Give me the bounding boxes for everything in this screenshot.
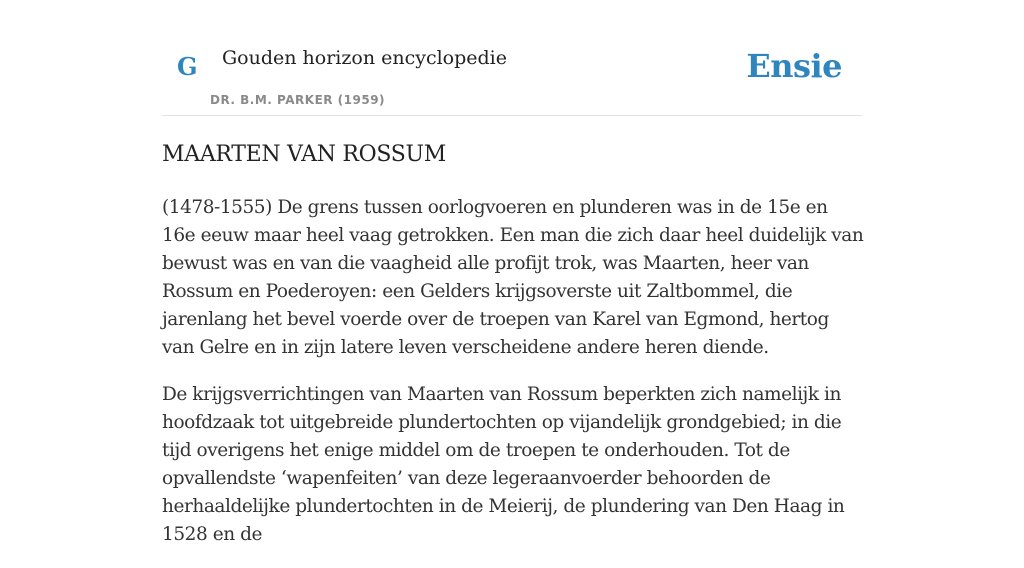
book-title-link[interactable]: Gouden horizon encyclopedie: [222, 47, 507, 69]
book-initial-icon[interactable]: G: [177, 52, 198, 81]
article: [162, 138, 866, 568]
brand-logo[interactable]: Ensie: [746, 47, 842, 85]
article-title: MAARTEN VAN ROSSUM: [162, 142, 447, 167]
header: [162, 0, 862, 116]
article-paragraph: De krijgsverrichtingen van Maarten van Rossum beperkten zich namelijk in hoofdzaak tot uitgebreide plundertochten op vijandelijk grondgebied; in die tijd overigens het enige middel om de troepen te onderhouden. Tot de opvallendste ‘wapenfeiten’ van deze legeraanvoerder behoorden de herhaaldelijke plundertochten in de Meierij, de plundering van Den Haag in 1528 en de: [162, 384, 845, 545]
article-paragraph: (1478-1555) De grens tussen oorlogvoeren en plunderen was in de 15e en 16e eeuw maar heel vaag getrokken. Een man die zich daar heel duidelijk van bewust was en van die vaagheid alle profijt trok, was Maarten, heer van Rossum en Poederoyen: een Gelders krijgsoverste uit Zaltbommel, die jarenlang het bevel voerde over de troepen van Karel van Egmond, hertog van Gelre en in zijn latere leven verscheidene andere heren diende.: [162, 197, 864, 358]
book-author: DR. B.M. PARKER (1959): [210, 93, 386, 107]
